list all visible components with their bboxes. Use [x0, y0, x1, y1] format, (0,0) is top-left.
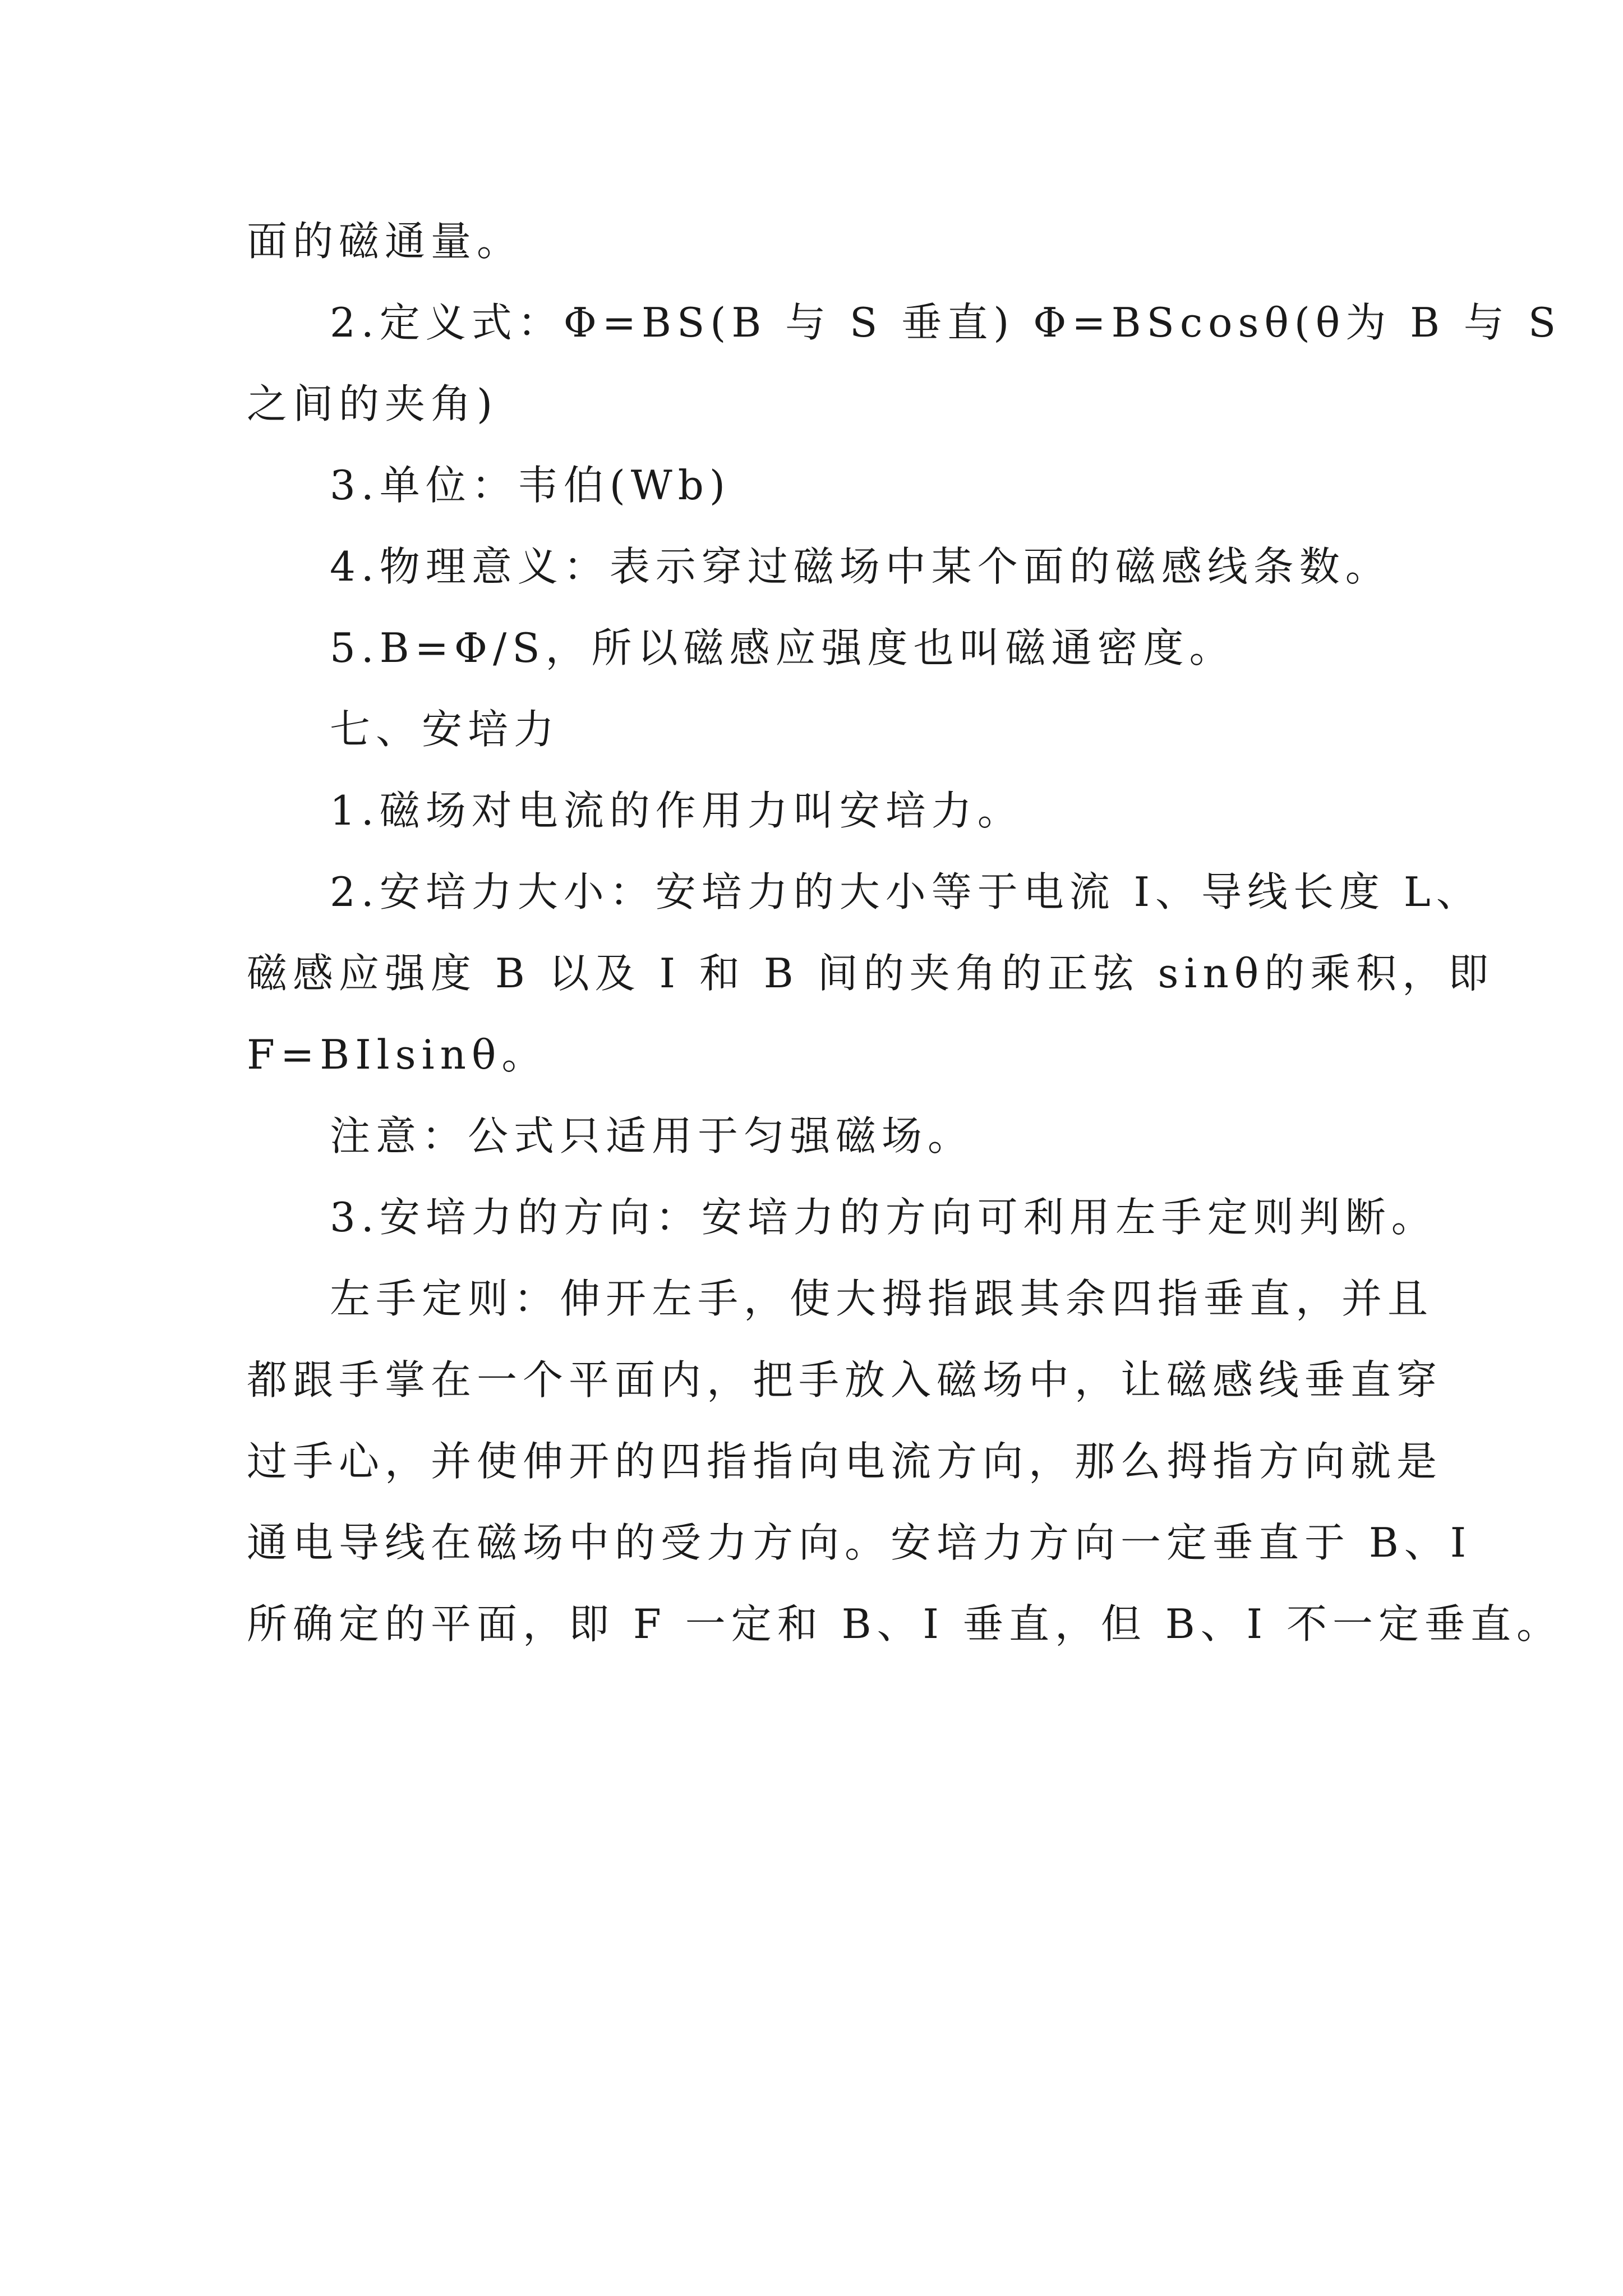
section-heading-ampere-force — [247, 689, 1419, 770]
paragraph-ampere-direction — [247, 1177, 1437, 1258]
text-line: 3.安培力的方向：安培力的方向可利用左手定则判断。 — [330, 1194, 1437, 1241]
text-line: 所确定的平面，即 F 一定和 B、I 垂直，但 B、I 不一定垂直。 — [247, 1600, 1562, 1648]
text-line: 左手定则：伸开左手，使大拇指跟其余四指垂直，并且 — [330, 1275, 1434, 1322]
paragraph-ampere-definition — [247, 770, 1419, 852]
paragraph-ampere-magnitude — [247, 852, 1495, 1096]
paragraph-unit — [247, 445, 1419, 526]
document-body — [247, 201, 1562, 1665]
text-line: 1.磁场对电流的作用力叫安培力。 — [330, 787, 1023, 834]
text-line: 过手心，并使伸开的四指指向电流方向，那么拇指方向就是 — [247, 1438, 1443, 1485]
text-line: 4.物理意义：表示穿过磁场中某个面的磁感线条数。 — [330, 543, 1391, 590]
text-line: 5.B=Φ/S，所以磁感应强度也叫磁通密度。 — [330, 624, 1235, 671]
paragraph-definition-formula — [247, 282, 1562, 445]
text-line: 注意：公式只适用于匀强磁场。 — [330, 1112, 974, 1159]
text-line: 3.单位：韦伯(Wb) — [330, 462, 731, 509]
paragraph-flux-continuation — [247, 201, 1419, 282]
text-line: 磁感应强度 B 以及 I 和 B 间的夹角的正弦 sinθ的乘积，即 — [247, 950, 1495, 997]
paragraph-left-hand-rule — [247, 1258, 1562, 1665]
text-line: 面的磁通量。 — [247, 218, 523, 265]
paragraph-note — [247, 1096, 1419, 1177]
text-line: 都跟手掌在一个平面内，把手放入磁场中，让磁感线垂直穿 — [247, 1356, 1443, 1404]
text-line: 通电导线在磁场中的受力方向。安培力方向一定垂直于 B、I — [247, 1519, 1472, 1566]
text-line: 2.定义式：Φ=BS(B 与 S 垂直) Φ=BScosθ(θ为 B 与 S — [330, 299, 1562, 346]
paragraph-flux-density — [247, 608, 1419, 689]
text-line: 之间的夹角) — [247, 380, 499, 427]
text-line: 七、安培力 — [330, 706, 560, 753]
text-line: 2.安培力大小：安培力的大小等于电流 I、导线长度 L、 — [330, 868, 1482, 915]
text-line: F=BIlsinθ。 — [247, 1031, 548, 1078]
paragraph-physical-meaning — [247, 526, 1419, 608]
